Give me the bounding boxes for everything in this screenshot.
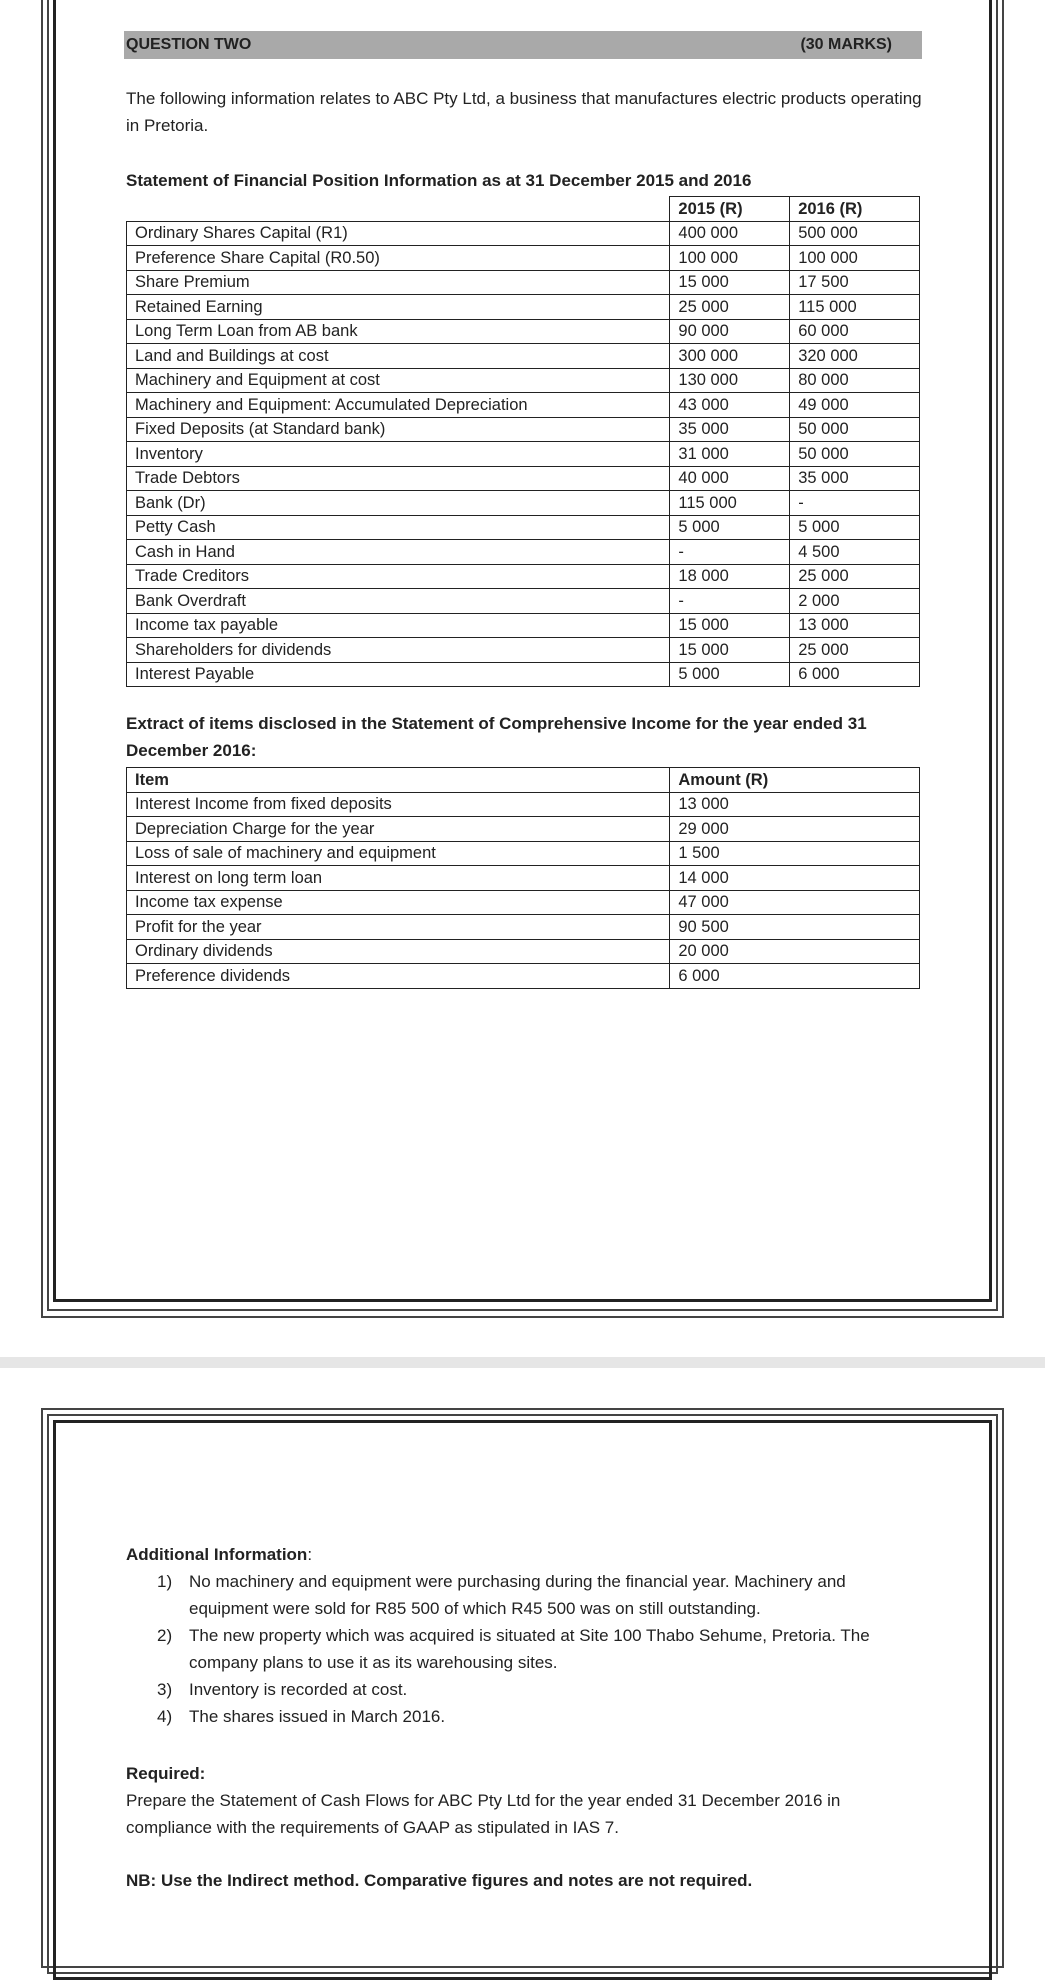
additional-info-heading: Additional Information: — [126, 1545, 313, 1564]
sfp-row — [127, 540, 920, 565]
sci-row — [127, 792, 920, 817]
sfp-value-2015: 15 000 — [670, 638, 790, 663]
sfp-table — [126, 196, 920, 687]
intro-text: The following information relates to ABC Pty Ltd, a business that manufactures electric products operating in Pretoria. — [126, 89, 922, 135]
additional-info — [126, 1541, 922, 1730]
sfp-value-2016: 115 000 — [790, 295, 920, 320]
sfp-item-label: Trade Debtors — [127, 466, 670, 491]
sci-item-label: Loss of sale of machinery and equipment — [127, 841, 670, 866]
sfp-row — [127, 564, 920, 589]
sfp-row — [127, 246, 920, 271]
sfp-value-2015: 400 000 — [670, 221, 790, 246]
sci-amount: 29 000 — [670, 817, 920, 842]
sci-item-label: Income tax expense — [127, 890, 670, 915]
sfp-value-2015: 40 000 — [670, 466, 790, 491]
sfp-value-2016: 13 000 — [790, 613, 920, 638]
sfp-value-2016: 6 000 — [790, 662, 920, 687]
item-number: 4) — [157, 1707, 173, 1726]
item-text: Inventory is recorded at cost. — [189, 1680, 408, 1699]
sfp-value-2015: 25 000 — [670, 295, 790, 320]
sfp-item-label: Preference Share Capital (R0.50) — [127, 246, 670, 271]
additional-info-list — [126, 1568, 922, 1730]
item-text: The new property which was acquired is situated at Site 100 Thabo Sehume, Pretoria. The company plans to use it as its warehousing sites. — [189, 1626, 870, 1672]
sfp-title: Statement of Financial Position Information as at 31 December 2015 and 2016 — [126, 171, 752, 190]
question-marks: (30 MARKS) — [800, 36, 892, 53]
sci-row — [127, 939, 920, 964]
sfp-value-2015: 90 000 — [670, 319, 790, 344]
sfp-value-2016: 80 000 — [790, 368, 920, 393]
sfp-row — [127, 466, 920, 491]
sfp-value-2015: 100 000 — [670, 246, 790, 271]
sfp-row — [127, 613, 920, 638]
sfp-item-label: Long Term Loan from AB bank — [127, 319, 670, 344]
sfp-value-2016: 25 000 — [790, 638, 920, 663]
additional-info-item — [126, 1568, 922, 1622]
sfp-value-2016: 500 000 — [790, 221, 920, 246]
sfp-item-label: Interest Payable — [127, 662, 670, 687]
required-heading: Required: — [126, 1764, 206, 1783]
sfp-header-row — [127, 197, 920, 222]
sfp-row — [127, 491, 920, 516]
sfp-value-2016: 49 000 — [790, 393, 920, 418]
item-text: No machinery and equipment were purchasing during the financial year. Machinery and equipment were sold for R85 500 of which R45 500 was on still outstanding. — [189, 1572, 846, 1618]
sfp-value-2015: - — [670, 540, 790, 565]
sfp-row — [127, 417, 920, 442]
item-number: 2) — [157, 1626, 173, 1645]
sfp-item-label: Machinery and Equipment at cost — [127, 368, 670, 393]
sfp-value-2016: 50 000 — [790, 417, 920, 442]
sci-amount: 47 000 — [670, 890, 920, 915]
sfp-row — [127, 344, 920, 369]
sci-amount: 13 000 — [670, 792, 920, 817]
sfp-header-cell: 2016 (R) — [790, 197, 920, 222]
sfp-value-2015: 35 000 — [670, 417, 790, 442]
sfp-value-2016: 17 500 — [790, 270, 920, 295]
sfp-value-2016: 100 000 — [790, 246, 920, 271]
sci-row — [127, 841, 920, 866]
sci-item-label: Preference dividends — [127, 964, 670, 989]
sci-header-cell: Item — [127, 768, 670, 793]
sfp-value-2015: 5 000 — [670, 662, 790, 687]
required-text: Prepare the Statement of Cash Flows for ABC Pty Ltd for the year ended 31 December 2016 in compliance with the requirements of GAAP as stipulated in IAS 7. — [126, 1791, 841, 1837]
sfp-item-label: Cash in Hand — [127, 540, 670, 565]
sci-title: Extract of items disclosed in the Statement of Comprehensive Income for the year ended 31 December 2016: — [126, 714, 867, 760]
sfp-row — [127, 393, 920, 418]
sfp-header-blank — [127, 197, 670, 222]
sci-row — [127, 866, 920, 891]
sci-amount: 90 500 — [670, 915, 920, 940]
sci-amount: 6 000 — [670, 964, 920, 989]
sfp-item-label: Petty Cash — [127, 515, 670, 540]
sfp-row — [127, 368, 920, 393]
sci-row — [127, 915, 920, 940]
page-two — [0, 1368, 1045, 1920]
sfp-value-2016: 25 000 — [790, 564, 920, 589]
page-separator — [0, 1357, 1045, 1368]
sci-item-label: Interest on long term loan — [127, 866, 670, 891]
sfp-row — [127, 589, 920, 614]
sci-amount: 1 500 — [670, 841, 920, 866]
sfp-row — [127, 319, 920, 344]
sfp-item-label: Fixed Deposits (at Standard bank) — [127, 417, 670, 442]
sfp-value-2015: 15 000 — [670, 270, 790, 295]
sfp-value-2015: 115 000 — [670, 491, 790, 516]
sfp-item-label: Bank Overdraft — [127, 589, 670, 614]
sci-item-label: Ordinary dividends — [127, 939, 670, 964]
sfp-value-2015: 5 000 — [670, 515, 790, 540]
sfp-value-2016: 4 500 — [790, 540, 920, 565]
sfp-item-label: Income tax payable — [127, 613, 670, 638]
sfp-row — [127, 442, 920, 467]
sci-item-label: Profit for the year — [127, 915, 670, 940]
sfp-item-label: Machinery and Equipment: Accumulated Depreciation — [127, 393, 670, 418]
item-text: The shares issued in March 2016. — [189, 1707, 446, 1726]
sci-table — [126, 767, 920, 989]
sci-item-label: Depreciation Charge for the year — [127, 817, 670, 842]
sci-row — [127, 964, 920, 989]
sci-header-row — [127, 768, 920, 793]
sfp-row — [127, 662, 920, 687]
sfp-value-2016: 35 000 — [790, 466, 920, 491]
sfp-value-2015: 31 000 — [670, 442, 790, 467]
sfp-value-2015: 18 000 — [670, 564, 790, 589]
sci-amount: 14 000 — [670, 866, 920, 891]
additional-info-item — [126, 1676, 922, 1703]
sfp-value-2016: 320 000 — [790, 344, 920, 369]
additional-info-item — [126, 1703, 922, 1730]
sfp-value-2015: - — [670, 589, 790, 614]
required-section — [126, 1760, 922, 1841]
sci-row — [127, 890, 920, 915]
sci-row — [127, 817, 920, 842]
sfp-row — [127, 221, 920, 246]
item-number: 1) — [157, 1572, 173, 1591]
sfp-value-2015: 130 000 — [670, 368, 790, 393]
sfp-value-2016: 50 000 — [790, 442, 920, 467]
nb-note: NB: Use the Indirect method. Comparative figures and notes are not required. — [126, 1871, 753, 1890]
question-header-bar — [124, 31, 922, 59]
sci-header-cell: Amount (R) — [670, 768, 920, 793]
sfp-value-2016: 2 000 — [790, 589, 920, 614]
sfp-value-2015: 300 000 — [670, 344, 790, 369]
sfp-item-label: Trade Creditors — [127, 564, 670, 589]
sfp-row — [127, 295, 920, 320]
sci-amount: 20 000 — [670, 939, 920, 964]
sfp-value-2016: - — [790, 491, 920, 516]
question-title: QUESTION TWO — [126, 36, 252, 53]
sfp-row — [127, 638, 920, 663]
sfp-value-2015: 15 000 — [670, 613, 790, 638]
sfp-item-label: Bank (Dr) — [127, 491, 670, 516]
sfp-row — [127, 515, 920, 540]
sfp-value-2016: 5 000 — [790, 515, 920, 540]
sfp-item-label: Retained Earning — [127, 295, 670, 320]
additional-info-item — [126, 1622, 922, 1676]
sfp-value-2015: 43 000 — [670, 393, 790, 418]
sfp-item-label: Inventory — [127, 442, 670, 467]
sfp-value-2016: 60 000 — [790, 319, 920, 344]
sfp-item-label: Share Premium — [127, 270, 670, 295]
sfp-item-label: Ordinary Shares Capital (R1) — [127, 221, 670, 246]
sci-item-label: Interest Income from fixed deposits — [127, 792, 670, 817]
sfp-item-label: Shareholders for dividends — [127, 638, 670, 663]
sfp-item-label: Land and Buildings at cost — [127, 344, 670, 369]
sfp-header-cell: 2015 (R) — [670, 197, 790, 222]
item-number: 3) — [157, 1680, 173, 1699]
sfp-row — [127, 270, 920, 295]
